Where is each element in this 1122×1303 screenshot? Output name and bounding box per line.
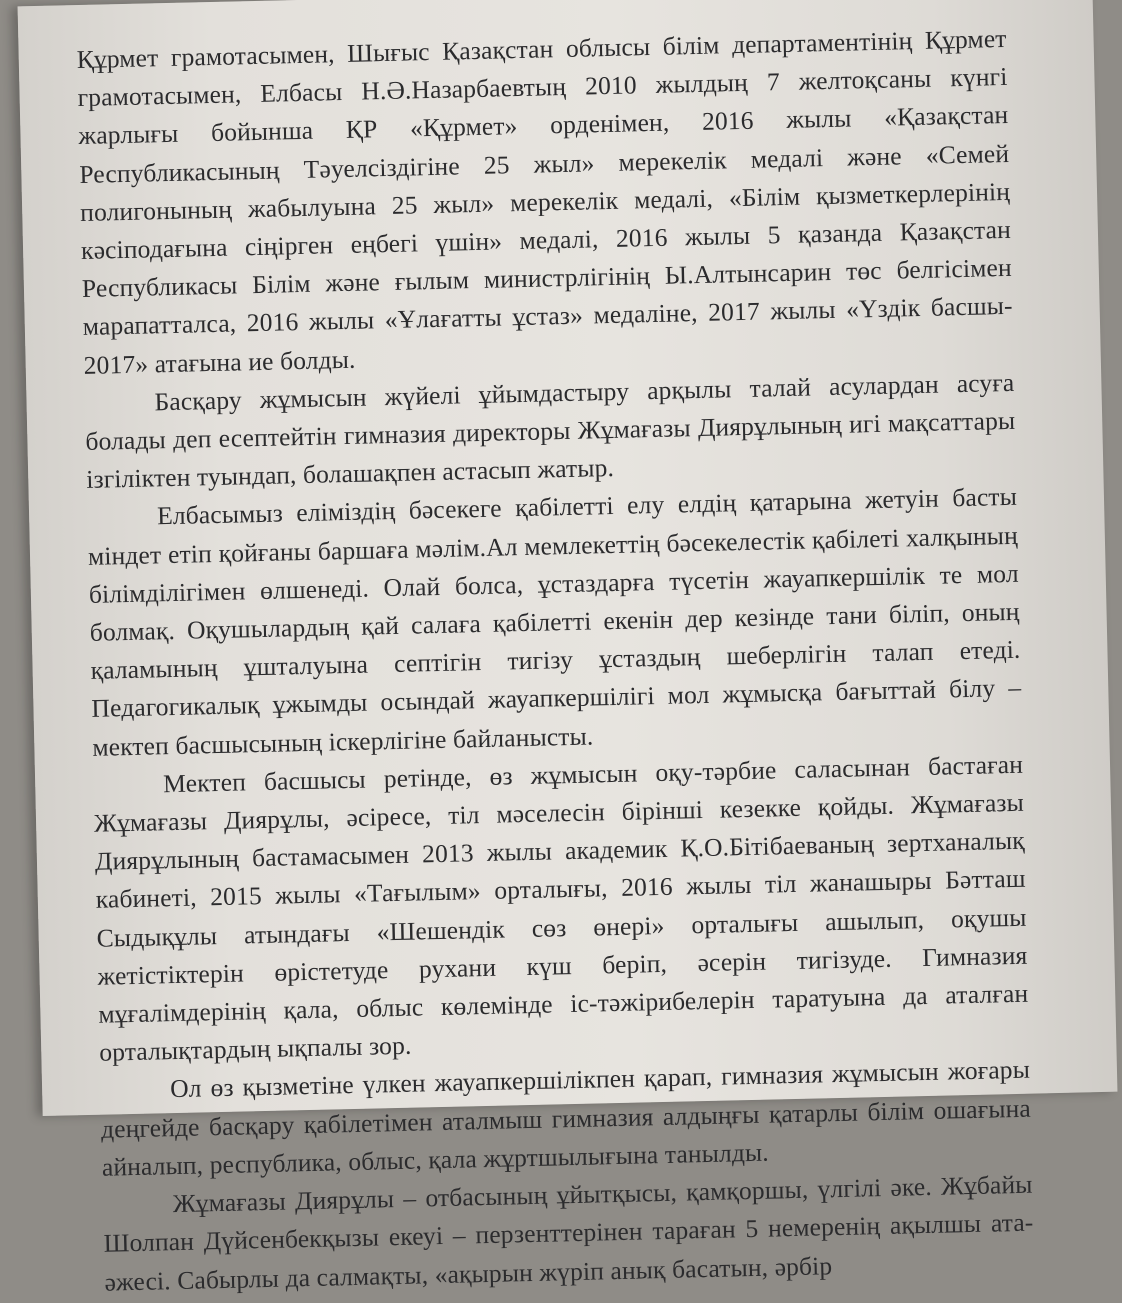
paragraph-responsibility: Ол өз қызметіне үлкен жауапкершілікпен қарап, гимназия жұмысын жоғары деңгейде басқару қабілетімен аталмыш гимназия алдыңғы қатарлы білім ошағына айналып, республика, облыс, қала жұртшылығына танылды. — [100, 1055, 1032, 1182]
paragraph-management: Басқару жұмысын жүйелі ұйымдастыру арқылы талай асулардан асуға болады деп есептейтін гимназия директоры Жұмағазы Диярұлының игі мақсаттары ізгіліктен туындап, болашақпен астасып жатыр. — [85, 367, 1016, 495]
paragraph-competitiveness: Елбасымыз еліміздің бәсекеге қабілетті елу елдің қатарына жетуін басты міндет етіп қойғаны баршаға мәлім.Ал мемлекеттің бәсекелестік қабілеті халқының білімділігімен өлшенеді. Олай болса, ұстаздарға түсетін жауапкершілік те мол болмақ. Оқушылардың қай салаға қабілетті екенін дер кезінде тани біліп, оның қаламының ұшталуына септігін тигізу ұстаздың шеберлігін талап етеді. Педагогикалық ұжымды осындай жауапкершілігі мол жұмысқа бағыттай білу – мектеп басшысының іскерлігіне байланысты. — [87, 482, 1022, 762]
paragraph-school-head: Мектеп басшысы ретінде, өз жұмысын оқу-тәрбие саласынан бастаған Жұмағазы Диярұлы, әсіресе, тіл мәселесін бірінші кезекке қойды. Жұмағазы Диярұлының бастамасымен 2013 жылы академик Қ.О.Бітібаеваның зертханалық кабинеті, 2015 жылы «Тағылым» орталығы, 2016 жылы тіл жанашыры Бәтташ Сыдықұлы атындағы «Шешендік сөз өнері» орталығы ашылып, оқушы жетістіктерін өрістетуде рухани күш беріп, әсерін тигізуде. Гимназия мұғалімдерінің қала, облыс көлемінде іс-тәжірибелерін таратуына да аталған орталықтардың ықпалы зор. — [93, 749, 1029, 1068]
paragraph-awards: Құрмет грамотасымен, Шығыс Қазақстан облысы білім департаментінің Құрмет грамотасымен, Елбасы Н.Ә.Назарбаевтың 2010 жылдың 7 желтоқсаны күнгі жарлығы бойынша ҚР «Құрмет» орденімен, 2016 жылы «Қазақстан Республикасының Тәуелсіздігіне 25 жыл» мерекелік медалі және «Семей полигонының жабылуына 25 жыл» мерекелік медалі, «Білім қызметкерлерінің кәсіподағына сіңірген еңбегі үшін» медалі, 2016 жылы 5 қазанда Қазақстан Республикасы Білім және ғылым министрлігінің Ы.Алтынсарин төс белгісімен марапатталса, 2016 жылы «Ұлағатты ұстаз» медаліне, 2017 жылы «Үздік басшы- 2017» атағына ие болды. — [76, 23, 1013, 380]
document-body — [76, 20, 1034, 1301]
document-page — [18, 0, 1118, 1297]
paragraph-family: Жұмағазы Диярұлы – отбасының ұйытқысы, қамқоршы, үлгілі әке. Жұбайы Шолпан Дүйсенбекқызы екеуі – перзенттерінен тараған 5 немеренің ақылшы ата-әжесі. Сабырлы да салмақты, «ақырын жүріп анық басатын, әрбір — [103, 1169, 1034, 1297]
